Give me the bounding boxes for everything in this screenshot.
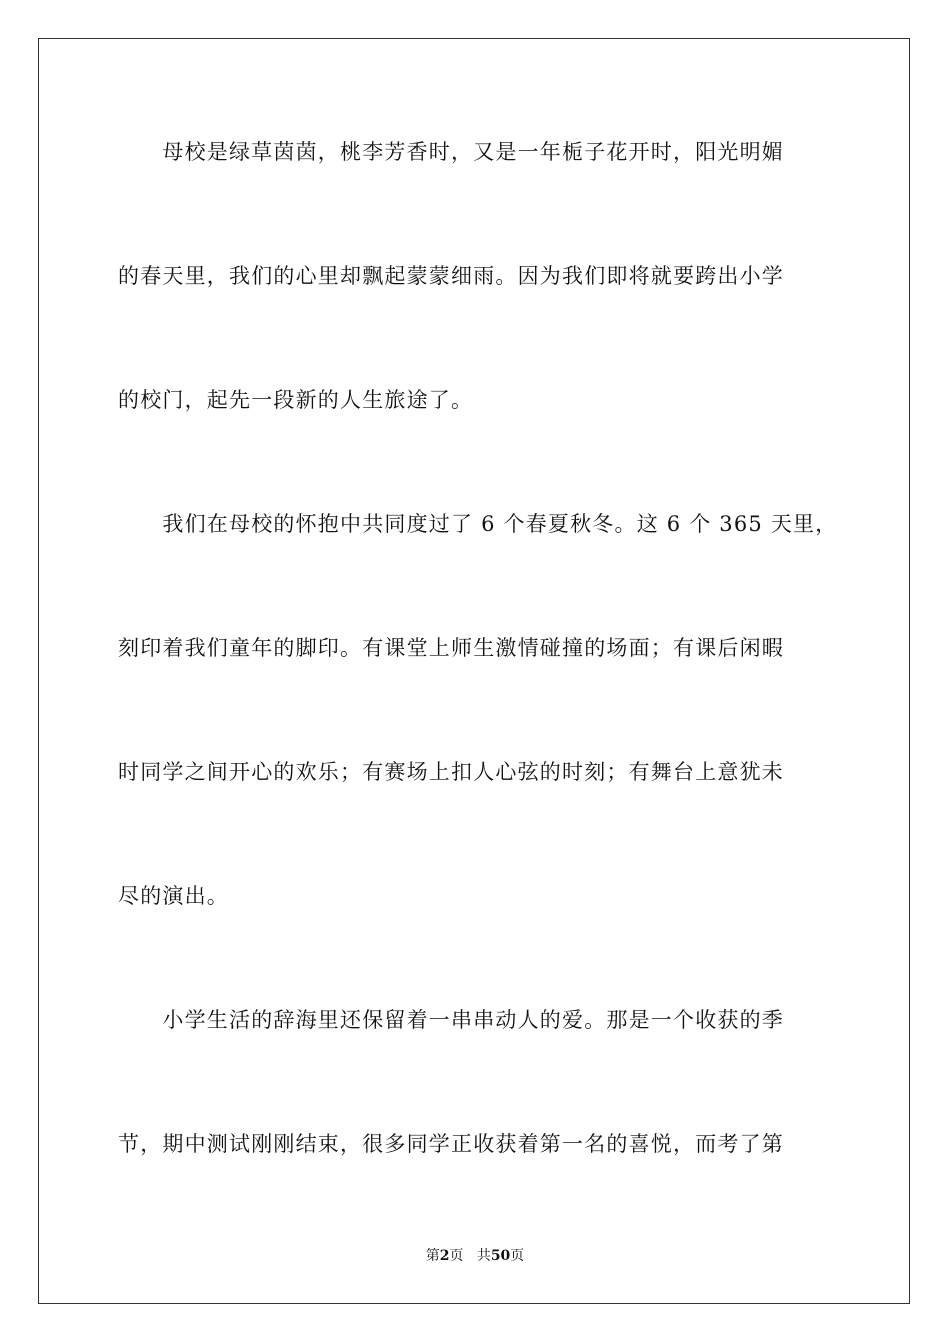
- text-line-1: 母校是绿草茵茵，桃李芳香时，又是一年栀子花开时，阳光明媚: [118, 140, 784, 164]
- text-line-4: 我们在母校的怀抱中共同度过了 6 个春夏秋冬。这 6 个 365 天里，: [118, 512, 838, 536]
- footer-page-prefix: 第: [425, 1248, 440, 1264]
- footer-page-suffix: 页: [449, 1248, 464, 1264]
- text-line-3: 的校门，起先一段新的人生旅途了。: [118, 388, 474, 412]
- footer-total-prefix: 共: [476, 1248, 491, 1264]
- page-border: [38, 38, 910, 1304]
- text-line-8: 小学生活的辞海里还保留着一串串动人的爱。那是一个收获的季: [118, 1008, 784, 1032]
- text-line-5: 刻印着我们童年的脚印。有课堂上师生激情碰撞的场面；有课后闲暇: [118, 636, 784, 660]
- page-footer: [0, 1246, 950, 1266]
- text-line-9: 节，期中测试刚刚结束，很多同学正收获着第一名的喜悦，而考了第: [118, 1132, 784, 1156]
- footer-total-pages: 50: [490, 1248, 511, 1264]
- footer-page-number: 2: [439, 1248, 450, 1264]
- text-line-7: 尽的演出。: [118, 884, 229, 908]
- text-line-6: 时同学之间开心的欢乐；有赛场上扣人心弦的时刻；有舞台上意犹未: [118, 760, 784, 784]
- footer-total-suffix: 页: [510, 1248, 525, 1264]
- text-line-2: 的春天里，我们的心里却飘起蒙蒙细雨。因为我们即将就要跨出小学: [118, 264, 784, 288]
